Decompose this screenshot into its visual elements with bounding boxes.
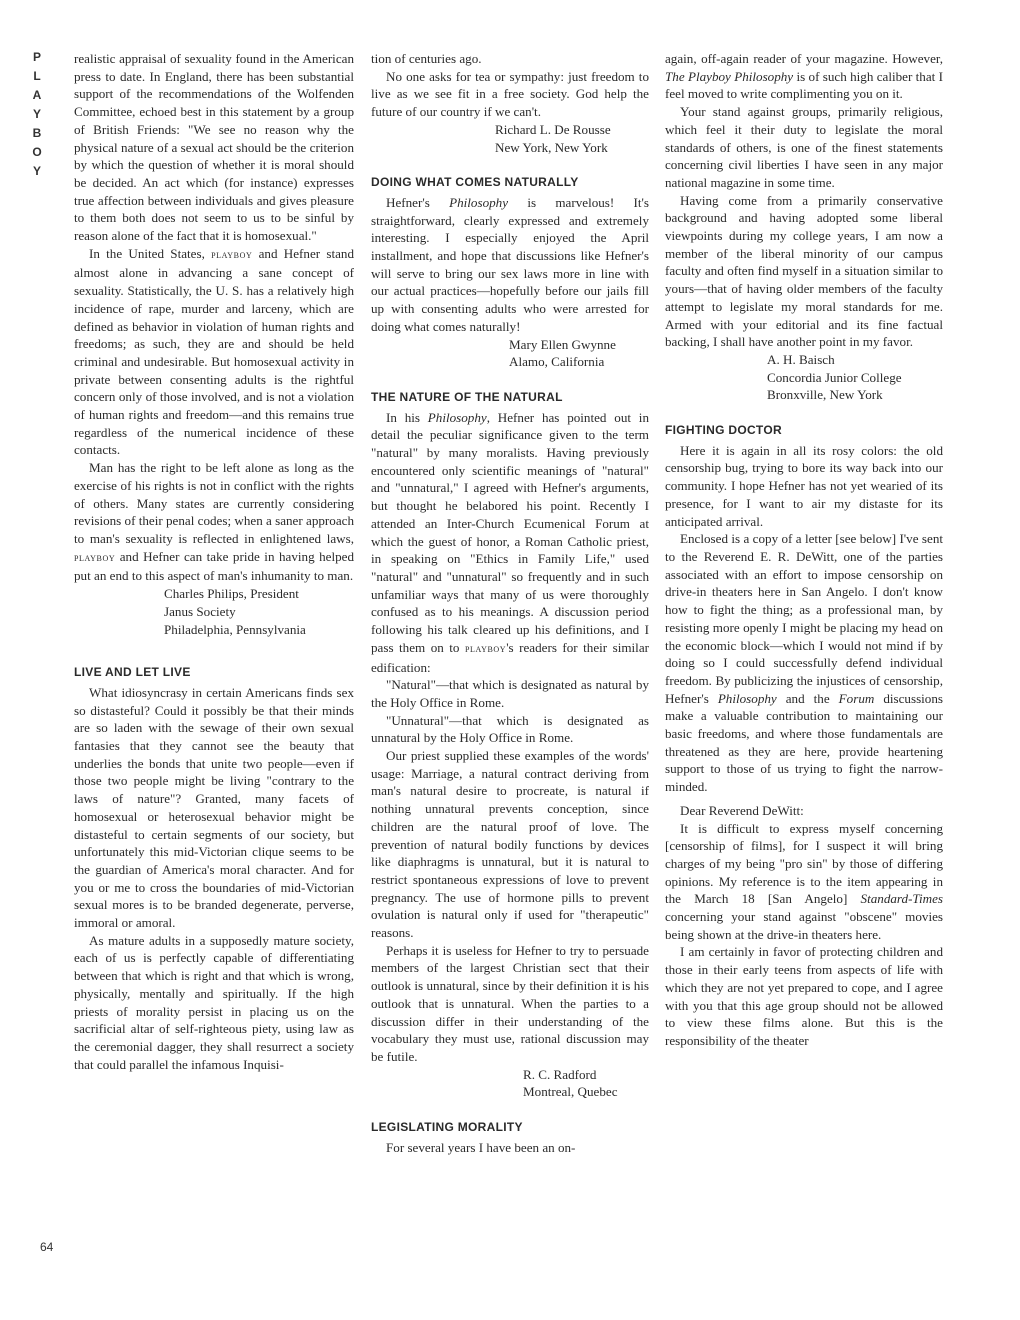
signature-line: R. C. Radford bbox=[523, 1066, 597, 1082]
section-heading: DOING WHAT COMES NATURALLY bbox=[371, 175, 579, 190]
paragraph: "Natural"—that which is designated as natural by the Holy Office in Rome. bbox=[371, 677, 649, 710]
paragraph: Here it is again in all its rosy colors: the old censorship bug, trying to bore its way back into our community. I hope Hefner has not yet wearied of its presence, for I want to air my distaste for its anticipated arrival. bbox=[665, 442, 943, 529]
section-heading: THE NATURE OF THE NATURAL bbox=[371, 389, 563, 404]
letter-signature bbox=[164, 585, 354, 638]
paragraph: Man has the right to be left alone as long as the exercise of his rights is not in conflict with the rights of others. Many states are currently considering revisions of their penal codes; when a saner approach to man's sexuality is reflected in enlightened laws, playboy and Hefner can take pride in having helped put an end to this aspect of man's inhumanity to man. bbox=[74, 460, 354, 584]
signature-line: Janus Society bbox=[164, 603, 236, 619]
paragraph: In his Philosophy, Hefner has pointed out in detail the peculiar significance given to the term "natural" by many moralists. Having previously encountered only scientific meanings of "natural" and "unnatural," I agreed with Hefner's arguments, but thought he belabored his point. Recently I attended an Inter-Church Ecumenical Forum at which the guest of honor, a Roman Catholic priest, in speaking on "Ethics in Family Life," used "natural" and "unnatural" so frequently and in such unfamiliar ways that many of us were thoroughly confused as to his meanings. A discussion period following his talk cleared up his definitions, and I pass them on to playboy's readers for their similar edification: bbox=[371, 409, 649, 675]
letter-signature bbox=[767, 351, 943, 404]
paragraph: Hefner's Philosophy is marvelous! It's straightforward, clearly expressed and extremely interesting. I especially enjoyed the April installment, and hope that discussions like Hefner's will serve to bring our sex laws more in line with our actual practices—hopefully before our jails fill up with consenting adults who were arrested for doing what comes naturally! bbox=[371, 194, 649, 334]
section-heading: LEGISLATING MORALITY bbox=[371, 1120, 523, 1135]
signature-line: Concordia Junior College bbox=[767, 369, 902, 385]
letter-signature bbox=[523, 1066, 649, 1101]
section-heading: LIVE AND LET LIVE bbox=[74, 665, 191, 680]
letter-salutation: Dear Reverend DeWitt: bbox=[680, 802, 804, 818]
paragraph: As mature adults in a supposedly mature society, each of us is perfectly capable of differentiating between that which is right and that which is wrong, physically, mentally and spiritually. If the high priests of morality persist in placing us on the sacrificial altar of self-righteous piety, using law as the ceremonial dagger, they shall resurrect a society that could parallel the infamous Inquisi- bbox=[74, 932, 354, 1072]
signature-line: Alamo, California bbox=[509, 354, 605, 370]
paragraph: Our priest supplied these examples of the words' usage: Marriage, a natural contract deriving from man's natural desire to procreate, is natural if nothing unnatural prevents conception, since children are the natural proof of love. The prevention of natural bodily functions by devices like diaphragms is unnatural, but it is natural to restrict spontaneous expressions of love to prevent pregnancy. The use of hormone pills to prevent ovulation is natural only if used for "therapeutic" reasons. bbox=[371, 748, 649, 941]
paragraph: Your stand against groups, primarily religious, which feel it their duty to legislate the moral standards of others, is one of the finest statements concerning civil liberties I have seen in any major national magazine in some time. bbox=[665, 104, 943, 190]
signature-line: Montreal, Quebec bbox=[523, 1084, 618, 1100]
paragraph: realistic appraisal of sexuality found in the American press to date. In England, there has been substantial support of the recommendations of the Wolfenden Committee, echoed best in this statement by a group of British Friends: "We see no reason why the physical nature of a sexual act should be the criterion by which the question of whether it is moral should be decided. An act which (for instance) expresses true affection between individuals and gives pleasure to them both does not seem to us to be sinful by reason alone of the fact that it is homosexual." bbox=[74, 51, 354, 244]
signature-line: Mary Ellen Gwynne bbox=[509, 336, 616, 352]
paragraph: Perhaps it is useless for Hefner to try to persuade members of the largest Christian sect that their outlook is unnatural, since by their definition it is his outlook that is unnatural. When the parties to a discussion differ in their understanding of the vocabulary they must use, rational discussion may be futile. bbox=[371, 942, 649, 1064]
signature-line: New York, New York bbox=[495, 139, 608, 155]
vertical-brand-logo: P L A Y B O Y bbox=[32, 50, 42, 178]
letter-signature bbox=[509, 336, 649, 371]
paragraph: What idiosyncrasy in certain Americans finds sex so distasteful? Could it possibly be that their minds are so laden with the sewage of their own sexual fantasies that they cannot see the beauty that underlies the bonds that unite two people—even if those two people might be living "contrary to the laws of nature"? Granted, many facets of homosexual or heterosexual behavior might be distasteful to certain segments of our society, but unfortunately this mid-Victorian clique seems to be the guardian of America's moral character. And for you or me to cross the boundaries of mid-Victorian sexual mores is to be branded degenerate, perverse, immoral or amoral. bbox=[74, 684, 354, 931]
page-number: 64 bbox=[40, 1240, 54, 1254]
paragraph: No one asks for tea or sympathy: just freedom to live as we see fit in a free society. God help the future of our country if we can't. bbox=[371, 68, 649, 120]
column-3 bbox=[665, 50, 943, 1050]
column-1 bbox=[74, 50, 354, 1073]
signature-line: Philadelphia, Pennsylvania bbox=[164, 621, 306, 637]
paragraph: "Unnatural"—that which is designated as unnatural by the Holy Office in Rome. bbox=[371, 712, 649, 746]
paragraph: again, off-again reader of your magazine. However, The Playboy Philosophy is of such high caliber that I feel moved to write complimenting you on it. bbox=[665, 51, 943, 102]
paragraph: Having come from a primarily conservative background and having adopted some liberal viewpoints during my college years, I am now a member of the liberal minority of our campus faculty and often find myself in a situation similar to yours—that of having older members of the faculty attempt to legislate my moral standards for me. Armed with your editorial and its fine factual backing, I shall have another point in my favor. bbox=[665, 192, 943, 350]
signature-line: Charles Philips, President bbox=[164, 586, 299, 602]
paragraph: tion of centuries ago. bbox=[371, 51, 482, 66]
signature-line: Bronxville, New York bbox=[767, 387, 883, 403]
section-heading: FIGHTING DOCTOR bbox=[665, 423, 782, 438]
signature-line: Richard L. De Rousse bbox=[495, 121, 611, 137]
paragraph: I am certainly in favor of protecting children and those in their early teens from aspects of life with which they are not yet prepared to cope, and I agree with you that this age group should not be allowed to view these films alone. But this is the responsibility of the theater bbox=[665, 944, 943, 1048]
signature-line: A. H. Baisch bbox=[767, 351, 835, 367]
paragraph: In the United States, playboy and Hefner stand almost alone in advancing a sane concept of sexuality. Statistically, the U. S. has a relatively high incidence of rape, murder and larceny, which are defined as behavior in violation of human rights and freedoms; as such, they are and should be held criminal and undesirable. But homosexual activity in private between consenting adults is the rightful concern only of those involved, and is not a violation of human rights and freedom—and this remains true regardless of the numerical incidence of these contacts. bbox=[74, 245, 355, 458]
letter-signature bbox=[495, 121, 649, 156]
paragraph: Enclosed is a copy of a letter [see below] I've sent to the Reverend E. R. DeWitt, one of the parties associated with an effort to impose censorship on drive-in theaters here in San Angelo. I don't know how to fight the thing; as a professional man, by resisting more openly I might be placing my head on the economic block—which I would not mind if by doing so I could successfully defend individual freedom. By publicizing the injustices of censorship, Hefner's Philosophy and the Forum discussions make a valuable contribution to maintaining our basic freedoms, and where those fundamentals are threatened as they are here, provide heartening support to those of us trying to fight the narrow-minded. bbox=[665, 531, 943, 795]
paragraph: For several years I have been an on- bbox=[386, 1139, 576, 1155]
column-2 bbox=[371, 50, 649, 1156]
paragraph: It is difficult to express myself concerning [censorship of films], for I suspect it will bring charges of my being "pro sin" by those of differing opinions. My reference is to the item appearing in the March 18 [San Angelo] Standard-Times concerning your stand against "obscene" movies being shown at the drive-in theaters here. bbox=[665, 820, 943, 942]
